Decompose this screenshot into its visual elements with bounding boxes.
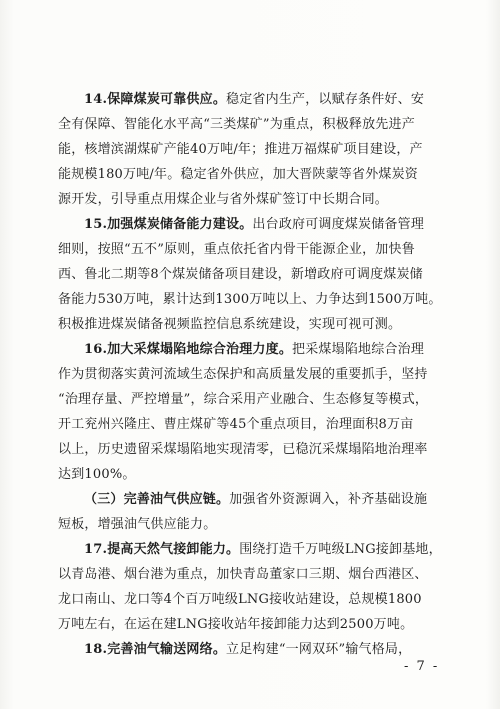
line-text: 以青岛港、烟台港为重点，加快青岛董家口三期、烟台西港区、 xyxy=(58,567,428,582)
text-line xyxy=(58,262,443,287)
line-text: 万吨左右，在运在建LNG接收站年接卸能力达到2500万吨。 xyxy=(58,617,414,632)
text-line xyxy=(58,462,443,487)
paragraph-heading: 14.保障煤炭可靠供应。 xyxy=(84,92,227,107)
body-text xyxy=(58,87,443,662)
line-text: 开工兖州兴隆庄、曹庄煤矿等45个重点项目，治理面积8万亩 xyxy=(58,417,414,432)
text-line xyxy=(58,237,443,262)
line-text: 作为贯彻落实黄河流域生态保护和高质量发展的重要抓手，坚持 xyxy=(58,367,428,382)
text-line xyxy=(58,512,443,537)
text-line xyxy=(58,637,443,662)
text-line xyxy=(58,112,443,137)
page-number: - 7 - xyxy=(404,659,440,674)
text-line xyxy=(58,287,443,312)
text-line xyxy=(58,437,443,462)
text-line xyxy=(58,187,443,212)
text-line xyxy=(58,612,443,637)
line-text: 西、鲁北二期等8个煤炭储备项目建设，新增政府可调度煤炭储 xyxy=(58,267,423,282)
section-heading: （三）完善油气供应链。 xyxy=(84,492,230,507)
paragraph-heading: 15.加强煤炭储备能力建设。 xyxy=(84,217,253,232)
line-text: 稳定省内生产，以赋存条件好、安 xyxy=(226,92,425,107)
text-line xyxy=(58,162,443,187)
text-line xyxy=(58,87,443,112)
text-line xyxy=(58,587,443,612)
line-text: 达到100%。 xyxy=(58,467,136,482)
text-line xyxy=(58,562,443,587)
text-line xyxy=(58,312,443,337)
line-text: 备能力530万吨，累计达到1300万吨以上、力争达到1500万吨。 xyxy=(58,292,442,307)
text-line xyxy=(58,212,443,237)
line-text: 加强省外资源调入，补齐基础设施 xyxy=(229,492,428,507)
paragraph-heading: 16.加大采煤塌陷地综合治理力度。 xyxy=(84,342,293,357)
line-text: 能，核增滨湖煤矿产能40万吨/年；推进万福煤矿项目建设，产 xyxy=(58,142,423,157)
line-text: 细则，按照“五不”原则，重点依托省内骨干能源企业，加快鲁 xyxy=(58,242,415,257)
line-text: 能规模180万吨/年。稳定省外供应，加大晋陕蒙等省外煤炭资 xyxy=(58,167,418,182)
text-line xyxy=(58,487,443,512)
text-line xyxy=(58,412,443,437)
paragraph-heading: 18.完善油气输送网络。 xyxy=(84,642,227,657)
line-text: 围绕打造千万吨级LNG接卸基地， xyxy=(239,542,442,557)
line-text: 积极推进煤炭储备视频监控信息系统建设，实现可视可测。 xyxy=(58,317,402,332)
text-line xyxy=(58,387,443,412)
line-text: 龙口南山、龙口等4个百万吨级LNG接收站建设，总规模1800 xyxy=(58,592,422,607)
line-text: 以上，历史遗留采煤塌陷地实现清零，已稳沉采煤塌陷地治理率 xyxy=(58,442,428,457)
text-line xyxy=(58,137,443,162)
line-text: 短板，增强油气供应能力。 xyxy=(58,517,217,532)
line-text: “治理存量、严控增量”，综合采用产业融合、生态修复等模式， xyxy=(58,392,429,407)
line-text: 立足构建“一网双环”输气格局， xyxy=(226,642,412,657)
line-text: 全有保障、智能化水平高“三类煤矿”为重点，积极释放先进产 xyxy=(58,117,415,132)
text-line xyxy=(58,537,443,562)
text-line xyxy=(58,337,443,362)
line-text: 出台政府可调度煤炭储备管理 xyxy=(252,217,425,232)
text-line xyxy=(58,362,443,387)
paragraph-heading: 17.提高天然气接卸能力。 xyxy=(84,542,240,557)
line-text: 源开发，引导重点用煤企业与省外煤矿签订中长期合同。 xyxy=(58,192,389,207)
line-text: 把采煤塌陷地综合治理 xyxy=(292,342,425,357)
